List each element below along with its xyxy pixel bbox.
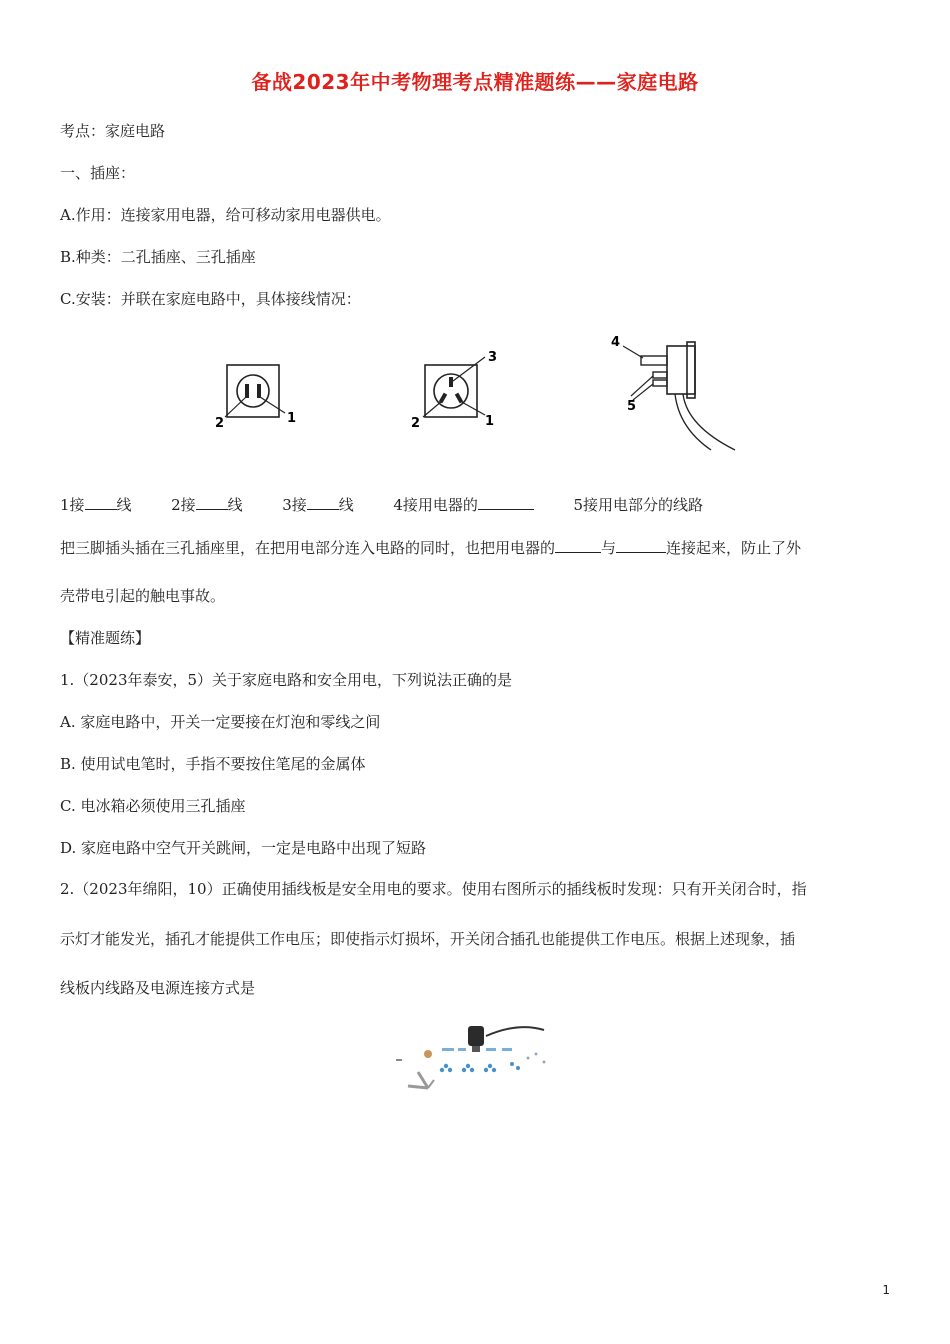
p3-prefix: 3接 bbox=[282, 496, 307, 514]
item-b: B.种类：二孔插座、三孔插座 bbox=[60, 248, 256, 266]
label-4: 4 bbox=[611, 335, 621, 350]
p1-prefix: 1接 bbox=[60, 496, 85, 514]
p4-text: 4接用电器的 bbox=[393, 496, 478, 514]
label-1: 1 bbox=[485, 414, 495, 429]
q2-line-1: 2.（2023年绵阳，10）正确使用插线板是安全用电的要求。使用右图所示的插线板时发现：只有开关闭合时，指 bbox=[60, 880, 807, 898]
para-yu: 与 bbox=[601, 539, 617, 557]
q2-line-3: 线板内线路及电源连接方式是 bbox=[60, 979, 256, 997]
blank-2 bbox=[196, 495, 228, 510]
plug-figure bbox=[603, 328, 753, 458]
p2-prefix: 2接 bbox=[171, 496, 196, 514]
blank-4 bbox=[478, 495, 534, 510]
blank-5 bbox=[555, 538, 601, 553]
q1-option-d: D. 家庭电路中空气开关跳闸，一定是电路中出现了短路 bbox=[60, 839, 427, 857]
q2-line-2: 示灯才能发光，插孔才能提供工作电压；即使指示灯损坏，开关闭合插孔也能提供工作电压。根据上述现象，插 bbox=[60, 930, 796, 948]
paragraph-line-1 bbox=[60, 537, 801, 558]
q1-option-a: A. 家庭电路中，开关一定要接在灯泡和零线之间 bbox=[60, 713, 381, 731]
two-hole-socket-figure bbox=[205, 355, 305, 435]
para-a: 把三脚插头插在三孔插座里，在把用电部分连入电路的同时，也把用电器的 bbox=[60, 539, 556, 557]
topic-line: 考点：家庭电路 bbox=[60, 122, 166, 140]
label-1: 1 bbox=[287, 411, 297, 426]
wiring-fill-line bbox=[60, 494, 703, 515]
power-strip-figure bbox=[388, 1018, 558, 1098]
page-title: 备战2023年中考物理考点精准题练——家庭电路 bbox=[251, 70, 699, 94]
blank-1 bbox=[85, 495, 117, 510]
section-heading: 一、插座： bbox=[60, 164, 136, 182]
practice-header: 【精准题练】 bbox=[60, 629, 151, 647]
q1-option-b: B. 使用试电笔时，手指不要按住笔尾的金属体 bbox=[60, 755, 366, 773]
label-2: 2 bbox=[411, 416, 421, 431]
blank-3 bbox=[307, 495, 339, 510]
page-number: 1 bbox=[882, 1283, 890, 1297]
q1-option-c: C. 电冰箱必须使用三孔插座 bbox=[60, 797, 246, 815]
item-c: C.安装：并联在家庭电路中，具体接线情况： bbox=[60, 290, 361, 308]
label-5: 5 bbox=[627, 399, 637, 414]
blank-6 bbox=[616, 538, 666, 553]
p1-suffix: 线 bbox=[116, 496, 132, 514]
item-a: A.作用：连接家用电器，给可移动家用电器供电。 bbox=[60, 206, 391, 224]
label-3: 3 bbox=[488, 350, 498, 365]
label-2: 2 bbox=[215, 416, 225, 431]
p5-text: 5接用电部分的线路 bbox=[573, 496, 704, 514]
para-b: 连接起来，防止了外 bbox=[666, 539, 802, 557]
q1-stem: 1.（2023年泰安，5）关于家庭电路和安全用电，下列说法正确的是 bbox=[60, 671, 513, 689]
p3-suffix: 线 bbox=[338, 496, 354, 514]
p2-suffix: 线 bbox=[227, 496, 243, 514]
paragraph-line-2: 壳带电引起的触电事故。 bbox=[60, 587, 226, 605]
three-hole-socket-figure bbox=[403, 343, 513, 435]
